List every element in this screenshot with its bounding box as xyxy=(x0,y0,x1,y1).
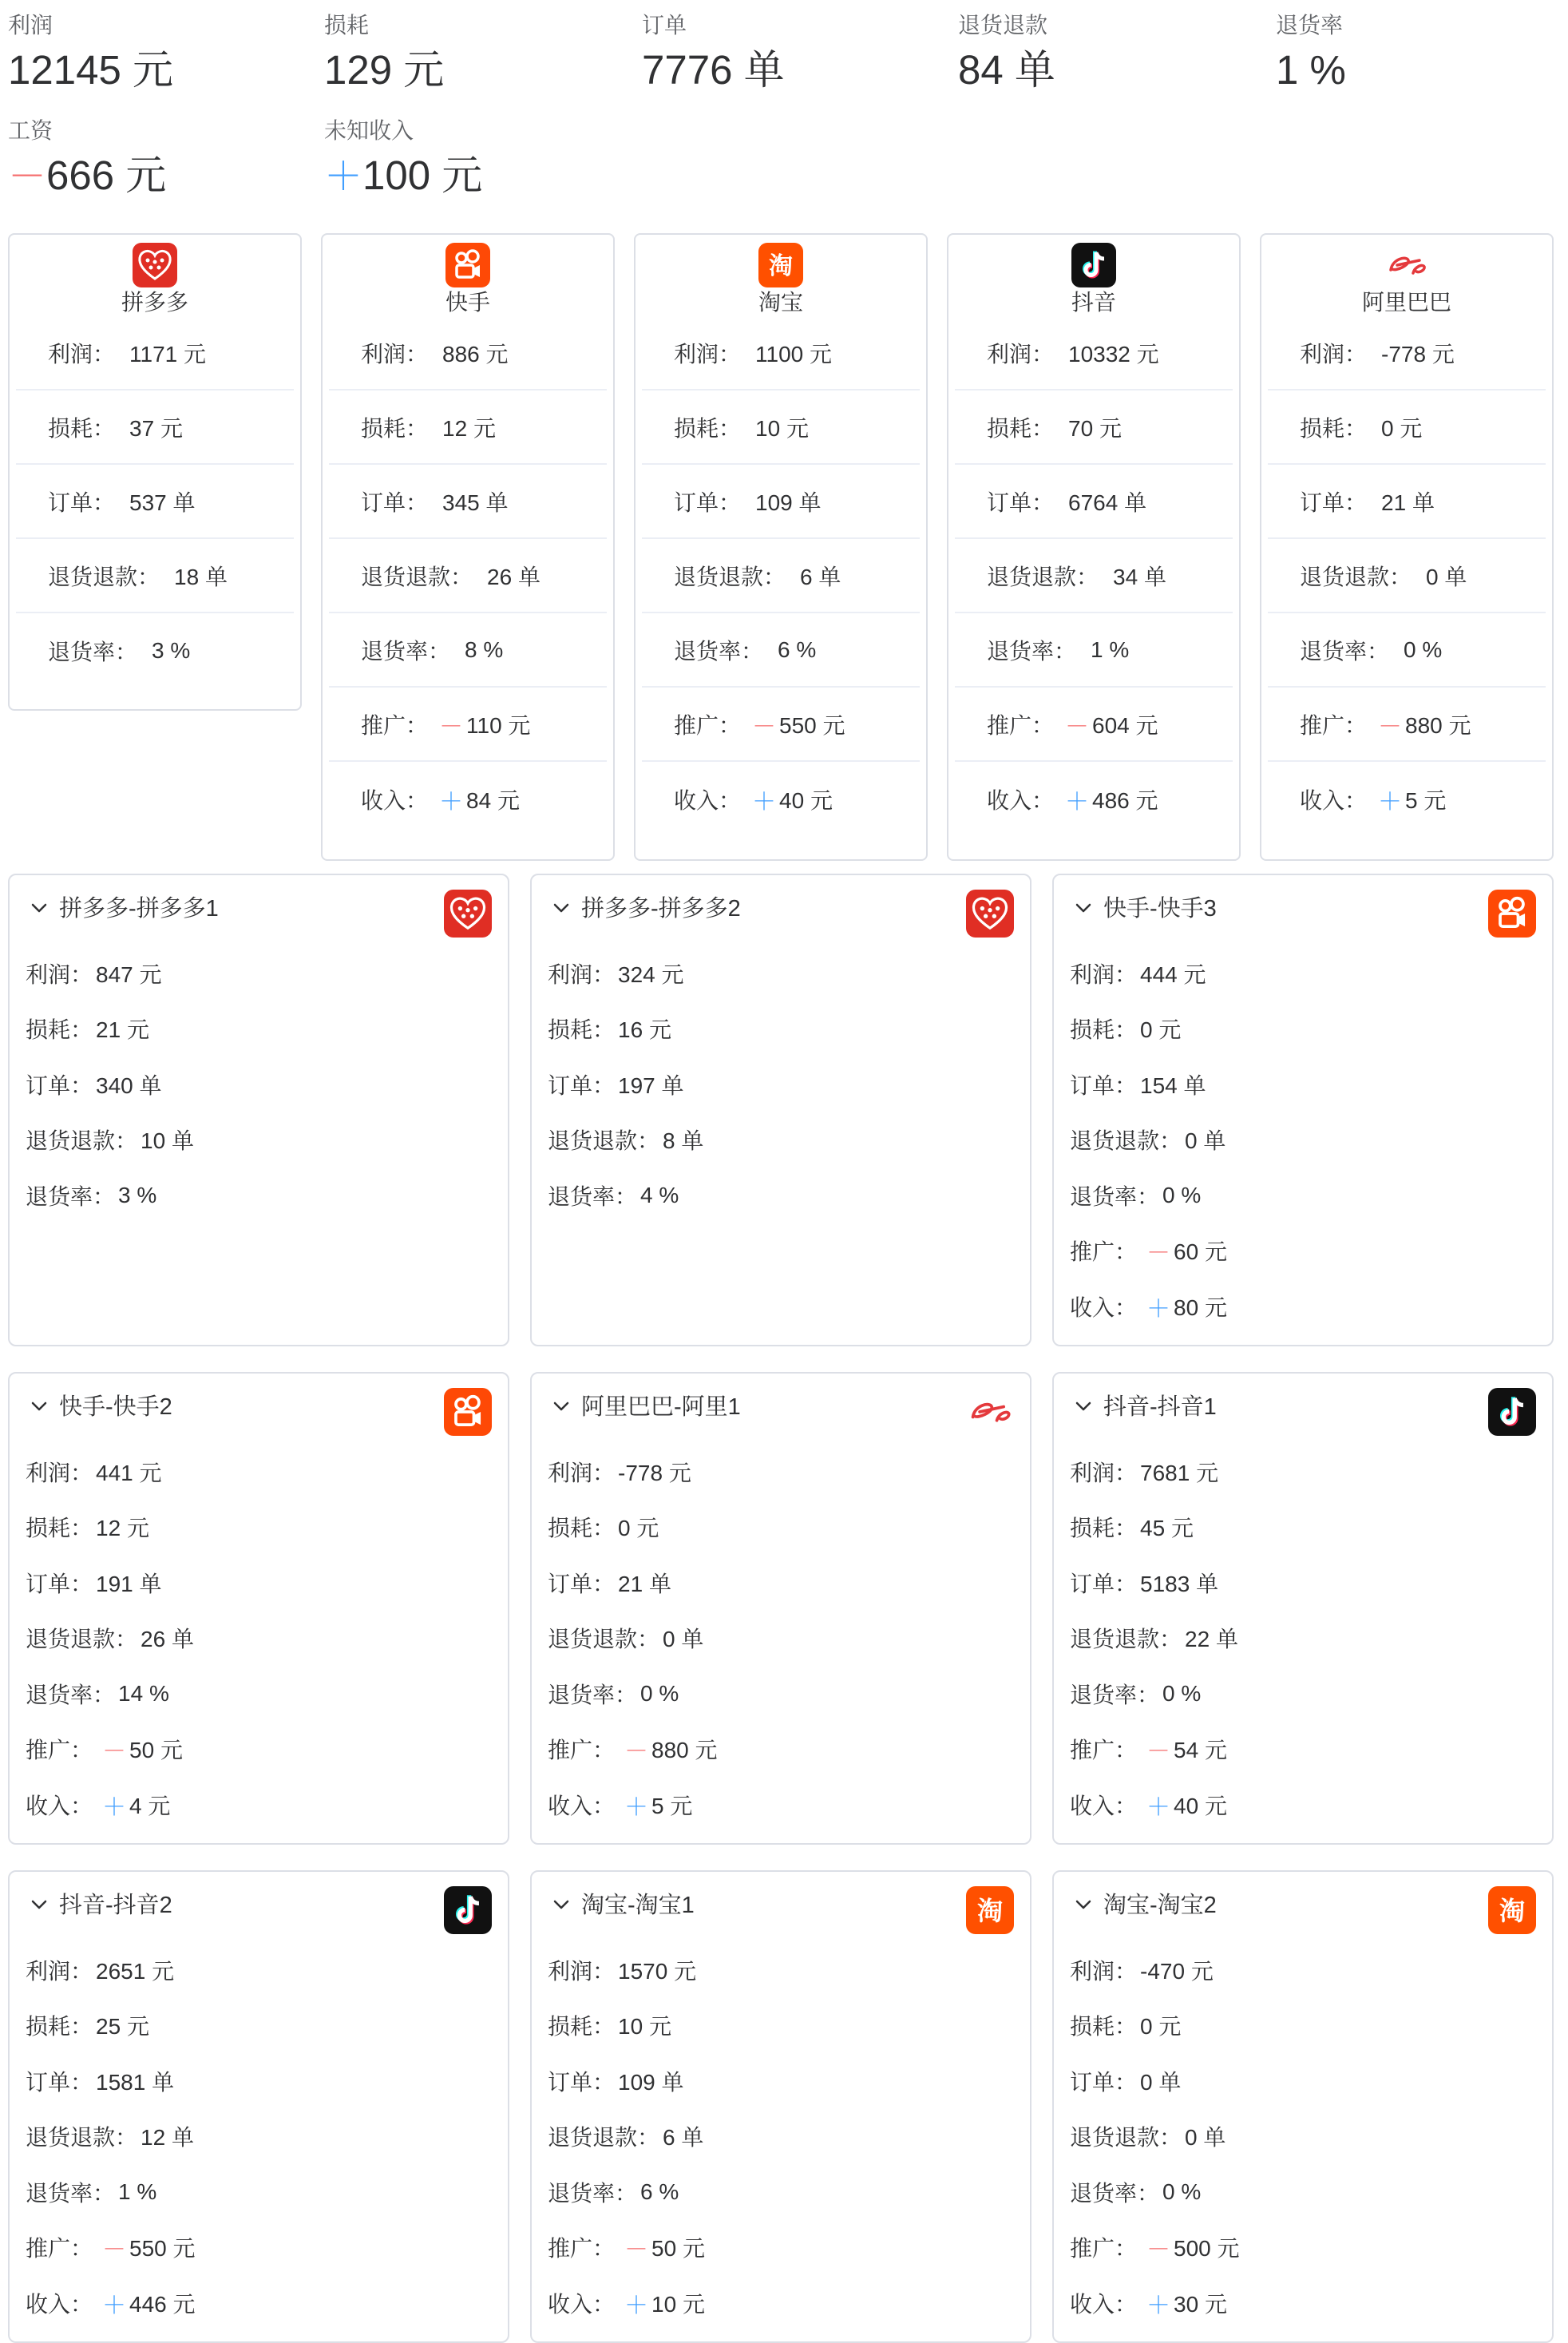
platform-name: 抖音 xyxy=(1071,290,1116,315)
stat-row-return-rate: 退货率： 6 % xyxy=(642,613,920,688)
summary-label: 工资 xyxy=(8,118,53,143)
platform-name: 阿里巴巴 xyxy=(1361,290,1451,315)
stat-row-return-rate: 退货率： 4 % xyxy=(548,1182,679,1209)
stat-row-income: 收入： ＋ 486 元 xyxy=(987,787,1158,815)
chevron-down-icon[interactable] xyxy=(549,1394,573,1418)
platform-card-alibaba xyxy=(1260,233,1554,861)
stat-row-return-rate: 退货率： 8 % xyxy=(329,613,607,688)
stat-row-income: 收入： ＋ 80 元 xyxy=(1070,1294,1227,1322)
stat-row-refunds: 退货退款： 0 单 xyxy=(1070,2125,1226,2151)
stat-row-profit: 利润： 7681 元 xyxy=(1070,1460,1219,1485)
stat-row-profit: 利润： 2651 元 xyxy=(26,1958,175,1984)
svg-text:淘: 淘 xyxy=(976,1895,1004,1926)
stat-row-loss: 损耗： 25 元 xyxy=(26,2014,149,2040)
stat-row-refunds: 退货退款： 0 单 xyxy=(1268,539,1546,613)
store-card-header[interactable] xyxy=(10,1872,508,1942)
summary-label: 退货退款 xyxy=(958,13,1048,38)
stat-row-income: 收入： ＋ 5 元 xyxy=(1300,787,1447,815)
douyin-icon xyxy=(444,1886,492,1934)
stat-row-profit: 利润： 441 元 xyxy=(26,1460,162,1485)
stat-row-income: 收入： ＋ 5 元 xyxy=(548,1793,693,1821)
platform-stats xyxy=(948,316,1239,836)
store-title: 拼多多-拼多多1 xyxy=(59,896,219,922)
stat-row-refunds: 退货退款： 26 单 xyxy=(26,1627,194,1652)
stat-row-orders: 订单： 21 单 xyxy=(548,1571,671,1596)
alibaba-icon xyxy=(1384,243,1429,287)
store-title: 抖音-抖音2 xyxy=(59,1893,172,1918)
store-card[interactable] xyxy=(530,874,1031,1346)
store-card[interactable] xyxy=(8,1870,509,2343)
summary-label: 订单 xyxy=(642,13,687,38)
stat-row-orders: 订单： 6764 单 xyxy=(955,465,1233,539)
summary-value: 84 单 xyxy=(958,47,1055,93)
summary-orders xyxy=(642,11,945,96)
platform-card-header xyxy=(948,235,1239,316)
stat-row-loss: 损耗： 45 元 xyxy=(1070,1516,1194,1541)
stat-row-profit: 利润： -470 元 xyxy=(1070,1958,1214,1984)
summary-value: －666 元 xyxy=(8,153,167,198)
store-card-header[interactable] xyxy=(1054,1374,1552,1444)
stat-row-loss: 损耗： 70 元 xyxy=(955,390,1233,465)
stat-row-refunds: 退货退款： 26 单 xyxy=(329,539,607,613)
stat-row-promotion: 推广： － 60 元 xyxy=(1070,1239,1227,1267)
stat-row-orders: 订单： 345 单 xyxy=(329,465,607,539)
chevron-down-icon[interactable] xyxy=(27,896,51,920)
platform-stats xyxy=(1261,316,1552,836)
store-stats xyxy=(1054,1444,1552,1833)
store-stats xyxy=(10,1444,508,1833)
store-card-header[interactable] xyxy=(532,1374,1030,1444)
taobao-icon xyxy=(966,1886,1014,1934)
store-card[interactable] xyxy=(530,1870,1031,2343)
platform-card-kuaishou xyxy=(321,233,615,861)
stat-row-loss: 损耗： 16 元 xyxy=(548,1017,671,1043)
stat-row-orders: 订单： 5183 单 xyxy=(1070,1571,1219,1596)
stat-row-orders: 订单： 340 单 xyxy=(26,1072,162,1098)
summary-value: 7776 单 xyxy=(642,47,785,93)
stat-row-loss: 损耗： 37 元 xyxy=(16,390,294,465)
stat-row-orders: 订单： 154 单 xyxy=(1070,1072,1206,1098)
douyin-icon xyxy=(1071,243,1116,287)
stat-row-promotion: 推广： － 50 元 xyxy=(26,1738,183,1766)
store-title: 淘宝-淘宝2 xyxy=(1103,1893,1217,1918)
stat-row-return-rate: 退货率： 1 % xyxy=(26,2178,157,2206)
stat-row-income: 收入： ＋ 40 元 xyxy=(1070,1793,1227,1821)
stat-row-profit: 利润： 10332 元 xyxy=(955,316,1233,390)
stat-row-loss: 损耗： 0 元 xyxy=(548,1516,659,1541)
stat-row-loss: 损耗： 12 元 xyxy=(26,1516,149,1541)
platform-card-douyin xyxy=(947,233,1241,861)
store-stats xyxy=(1054,946,1552,1334)
store-stats xyxy=(10,1942,508,2331)
summary-salary xyxy=(8,117,311,201)
store-title: 快手-快手3 xyxy=(1103,896,1217,922)
store-card-header[interactable] xyxy=(1054,1872,1552,1942)
stat-row-refunds: 退货退款： 22 单 xyxy=(1070,1627,1238,1652)
platform-name: 拼多多 xyxy=(121,290,188,315)
pinduoduo-icon xyxy=(444,890,492,938)
stat-row-refunds: 退货退款： 0 单 xyxy=(548,1627,704,1652)
store-title: 淘宝-淘宝1 xyxy=(581,1893,695,1918)
store-title: 阿里巴巴-阿里1 xyxy=(581,1394,741,1420)
svg-text:淘: 淘 xyxy=(1499,1895,1526,1926)
alibaba-icon xyxy=(966,1388,1014,1436)
platform-card-header xyxy=(1261,235,1552,316)
stat-row-loss: 损耗： 0 元 xyxy=(1070,1017,1182,1043)
taobao-icon xyxy=(1488,1886,1536,1934)
platform-card-taobao xyxy=(634,233,928,861)
store-title: 拼多多-拼多多2 xyxy=(581,896,741,922)
stat-row-refunds: 退货退款： 6 单 xyxy=(548,2125,704,2151)
chevron-down-icon[interactable] xyxy=(27,1394,51,1418)
stat-row-loss: 损耗： 10 元 xyxy=(642,390,920,465)
stat-row-profit: 利润： -778 元 xyxy=(1268,316,1546,390)
stat-row-profit: 利润： 324 元 xyxy=(548,961,684,987)
summary-label: 未知收入 xyxy=(324,118,414,143)
stat-row-orders: 订单： 109 单 xyxy=(642,465,920,539)
stat-row-refunds: 退货退款： 0 单 xyxy=(1070,1128,1226,1154)
store-card-header[interactable] xyxy=(1054,875,1552,946)
summary-label: 利润 xyxy=(8,13,53,38)
stat-row-orders: 订单： 21 单 xyxy=(1268,465,1546,539)
store-stats xyxy=(532,1444,1030,1833)
stat-row-income: 收入： ＋ 40 元 xyxy=(674,787,833,815)
stat-row-orders: 订单： 197 单 xyxy=(548,1072,684,1098)
chevron-down-icon[interactable] xyxy=(1071,896,1095,920)
summary-value: 1 % xyxy=(1276,47,1346,93)
chevron-down-icon[interactable] xyxy=(549,1893,573,1917)
summary-label: 退货率 xyxy=(1276,13,1344,38)
stat-row-return-rate: 退货率： 0 % xyxy=(1070,1182,1202,1209)
stat-row-promotion: 推广： － 880 元 xyxy=(1268,688,1546,762)
stat-row-loss: 损耗： 10 元 xyxy=(548,2014,671,2040)
stat-row-promotion: 推广： － 550 元 xyxy=(642,688,920,762)
stat-row-loss: 损耗： 0 元 xyxy=(1268,390,1546,465)
store-stats xyxy=(532,1942,1030,2331)
stat-row-profit: 利润： 444 元 xyxy=(1070,961,1206,987)
stat-row-refunds: 退货退款： 12 单 xyxy=(26,2125,194,2151)
store-card-header[interactable] xyxy=(10,875,508,946)
platform-card-header xyxy=(323,235,613,316)
kuaishou-icon xyxy=(444,1388,492,1436)
kuaishou-icon xyxy=(1488,890,1536,938)
chevron-down-icon[interactable] xyxy=(1071,1893,1095,1917)
platform-name: 快手 xyxy=(445,290,490,315)
summary-return-rate xyxy=(1276,11,1568,96)
store-card-header[interactable] xyxy=(532,1872,1030,1942)
chevron-down-icon[interactable] xyxy=(549,896,573,920)
chevron-down-icon[interactable] xyxy=(27,1893,51,1917)
platform-stats xyxy=(323,316,613,836)
store-title: 快手-快手2 xyxy=(59,1394,172,1420)
store-stats xyxy=(532,946,1030,1223)
chevron-down-icon[interactable] xyxy=(1071,1394,1095,1418)
store-card[interactable] xyxy=(1052,1372,1554,1845)
stat-row-refunds: 退货退款： 18 单 xyxy=(16,539,294,613)
stat-row-income: 收入： ＋ 4 元 xyxy=(26,1793,171,1821)
stat-row-return-rate: 退货率： 0 % xyxy=(548,1680,679,1707)
stat-row-promotion: 推广： － 110 元 xyxy=(329,688,607,762)
stat-row-return-rate: 退货率： 0 % xyxy=(1070,1680,1202,1707)
stat-row-return-rate: 退货率： 3 % xyxy=(26,1182,157,1209)
store-stats xyxy=(1054,1942,1552,2331)
douyin-icon xyxy=(1488,1388,1536,1436)
stat-row-profit: 利润： 1171 元 xyxy=(16,316,294,390)
store-card[interactable] xyxy=(8,1372,509,1845)
stat-row-income: 收入： ＋ 10 元 xyxy=(548,2291,705,2319)
summary-value: 12145 元 xyxy=(8,47,174,93)
stat-row-return-rate: 退货率： 0 % xyxy=(1070,2178,1202,2206)
summary-value: 129 元 xyxy=(324,47,445,93)
stat-row-promotion: 推广： － 54 元 xyxy=(1070,1738,1227,1766)
taobao-icon xyxy=(758,243,803,287)
stat-row-return-rate: 退货率： 14 % xyxy=(26,1680,169,1707)
stat-row-promotion: 推广： － 880 元 xyxy=(548,1738,718,1766)
platform-card-header xyxy=(636,235,926,316)
stat-row-profit: 利润： -778 元 xyxy=(548,1460,691,1485)
stat-row-profit: 利润： 1100 元 xyxy=(642,316,920,390)
kuaishou-icon xyxy=(445,243,490,287)
stat-row-profit: 利润： 886 元 xyxy=(329,316,607,390)
stat-row-income: 收入： ＋ 30 元 xyxy=(1070,2291,1227,2319)
stat-row-income: 收入： ＋ 446 元 xyxy=(26,2291,196,2319)
stat-row-refunds: 退货退款： 8 单 xyxy=(548,1128,704,1154)
summary-profit xyxy=(8,11,311,96)
stat-row-loss: 损耗： 21 元 xyxy=(26,1017,149,1043)
summary-refunds xyxy=(958,11,1261,96)
store-title: 抖音-抖音1 xyxy=(1103,1394,1217,1420)
pinduoduo-icon xyxy=(966,890,1014,938)
summary-label: 损耗 xyxy=(324,13,370,38)
stat-row-promotion: 推广： － 500 元 xyxy=(1070,2236,1240,2264)
stat-row-orders: 订单： 1581 单 xyxy=(26,2069,175,2095)
summary-unknown-income xyxy=(324,117,628,201)
stat-row-income: 收入： ＋ 84 元 xyxy=(361,787,520,815)
stat-row-promotion: 推广： － 550 元 xyxy=(26,2236,196,2264)
stat-row-refunds: 退货退款： 6 单 xyxy=(642,539,920,613)
stat-row-profit: 利润： 847 元 xyxy=(26,961,162,987)
stat-row-refunds: 退货退款： 10 单 xyxy=(26,1128,194,1154)
stat-row-loss: 损耗： 12 元 xyxy=(329,390,607,465)
stat-row-refunds: 退货退款： 34 单 xyxy=(955,539,1233,613)
store-card[interactable] xyxy=(8,874,509,1346)
store-stats xyxy=(10,946,508,1223)
svg-text:淘: 淘 xyxy=(769,252,793,280)
store-card[interactable] xyxy=(1052,1870,1554,2343)
store-card[interactable] xyxy=(1052,874,1554,1346)
summary-loss xyxy=(324,11,628,96)
stat-row-return-rate: 退货率： 1 % xyxy=(955,613,1233,688)
stat-row-return-rate: 退货率： 3 % xyxy=(48,637,191,664)
stat-row-orders: 订单： 109 单 xyxy=(548,2069,684,2095)
stat-row-promotion: 推广： － 604 元 xyxy=(955,688,1233,762)
summary-value: ＋100 元 xyxy=(324,153,483,198)
stat-row-orders: 订单： 191 单 xyxy=(26,1571,162,1596)
stat-row-return-rate: 退货率： 0 % xyxy=(1268,613,1546,688)
stat-row-loss: 损耗： 0 元 xyxy=(1070,2014,1182,2040)
stat-row-promotion: 推广： － 50 元 xyxy=(548,2236,705,2264)
platform-stats xyxy=(636,316,926,836)
store-card[interactable] xyxy=(530,1372,1031,1845)
pinduoduo-icon xyxy=(133,243,177,287)
store-card-header[interactable] xyxy=(10,1374,508,1444)
store-card-header[interactable] xyxy=(532,875,1030,946)
stat-row-orders: 订单： 0 单 xyxy=(1070,2069,1182,2095)
platform-card-pinduoduo xyxy=(8,233,302,711)
platform-card-header xyxy=(10,235,300,316)
platform-stats xyxy=(10,316,300,688)
stat-row-profit: 利润： 1570 元 xyxy=(548,1958,697,1984)
platform-name: 淘宝 xyxy=(758,290,803,315)
stat-row-return-rate: 退货率： 6 % xyxy=(548,2178,679,2206)
stat-row-orders: 订单： 537 单 xyxy=(16,465,294,539)
